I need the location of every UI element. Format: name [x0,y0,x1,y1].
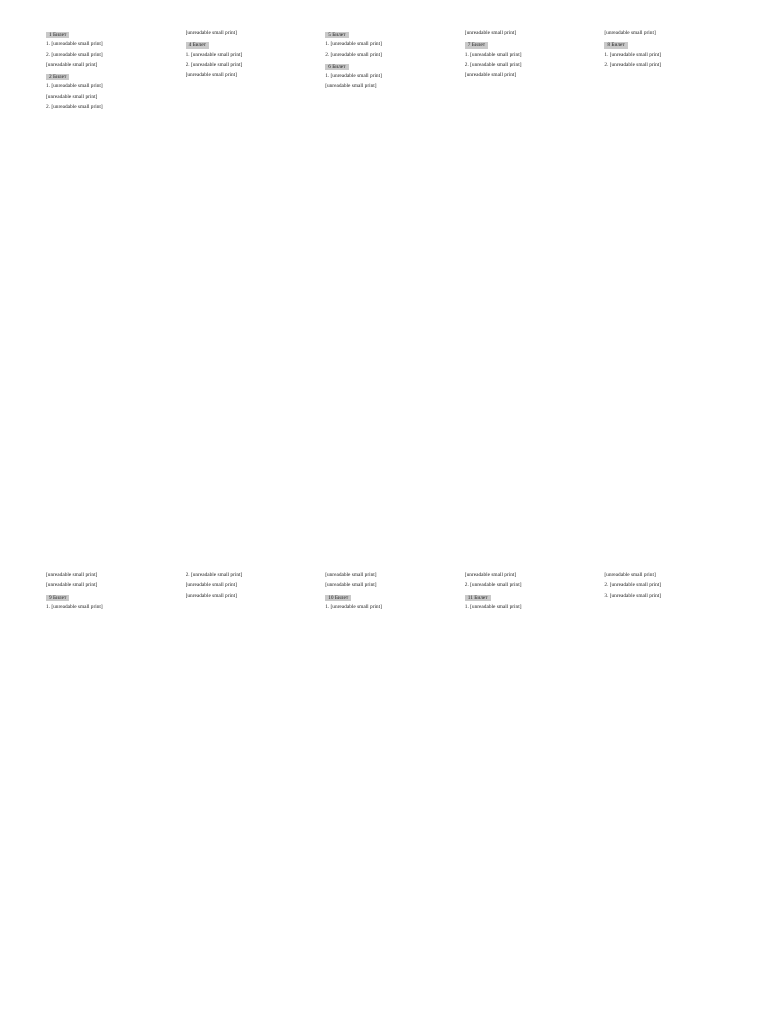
top-column-3 [325,30,457,530]
top-column-5 [604,30,736,530]
paragraph: [unreadable small print] [185,30,237,36]
paragraph: 1. [unreadable small print] [46,41,103,48]
paragraph: [unreadable small print] [604,30,656,36]
paragraph: 2. [unreadable small print] [325,51,382,58]
paragraph: [unreadable small print] [464,72,517,78]
ticket-heading: 7 Билет [465,42,488,48]
top-band [46,30,736,530]
paragraph: 1. [unreadable small print] [325,73,382,79]
bottom-column-1 [46,572,178,1024]
paragraph: 3. [unreadable small print] [604,592,662,599]
paragraph: [unreadable small print] [185,582,237,589]
paragraph: [unreadable small print] [325,572,377,578]
bottom-band [46,572,736,1024]
bottom-column-3 [325,572,457,1024]
ticket-heading: 6 Билет [325,64,348,70]
paragraph: 2. [unreadable small print] [464,61,522,68]
ticket-heading: 8 Билет [604,42,627,48]
ticket-heading: 10 Билет [325,595,351,601]
paragraph: 1. [unreadable small print] [464,603,522,610]
paragraph: 1. [unreadable small print] [464,51,522,58]
paragraph: [unreadable small print] [604,572,656,578]
paragraph: [unreadable small print] [464,30,517,36]
paragraph: [unreadable small print] [46,93,98,100]
ticket-heading: 5 Билет [325,32,348,38]
paragraph: 1. [unreadable small print] [185,51,243,58]
ticket-heading: 1 Билет [46,32,69,38]
paragraph: [unreadable small print] [464,572,517,578]
ticket-heading: 11 Билет [465,595,491,601]
paragraph: [unreadable small print] [185,72,237,78]
bottom-column-5 [604,572,736,1024]
paragraph: 1. [unreadable small print] [325,41,382,48]
ticket-heading: 4 Билет [186,42,209,48]
paragraph: 2. [unreadable small print] [604,582,662,589]
paragraph: 1. [unreadable small print] [46,603,103,610]
paragraph: 2. [unreadable small print] [464,582,522,589]
paragraph: [unreadable small print] [325,582,377,589]
ticket-heading: 9 Билет [46,595,69,601]
paragraph: 2. [unreadable small print] [46,51,103,58]
paragraph: 2. [unreadable small print] [185,61,243,68]
paragraph: 2. [unreadable small print] [185,572,243,578]
paragraph: [unreadable small print] [46,582,98,589]
paragraph: [unreadable small print] [46,572,98,578]
paragraph: 2. [unreadable small print] [604,61,662,68]
paragraph: [unreadable small print] [325,83,377,90]
top-column-4 [465,30,597,530]
bottom-column-2 [186,572,318,1024]
paragraph: 1. [unreadable small print] [46,83,103,90]
paragraph: 1. [unreadable small print] [604,51,662,58]
top-column-1 [46,30,178,530]
paragraph: [unreadable small print] [46,61,98,68]
paragraph: [unreadable small print] [185,592,237,599]
paragraph: 1. [unreadable small print] [325,603,382,610]
top-column-2 [186,30,318,530]
ticket-heading: 2 Билет [46,74,69,80]
paragraph: 2. [unreadable small print] [46,103,103,110]
bottom-column-4 [465,572,597,1024]
